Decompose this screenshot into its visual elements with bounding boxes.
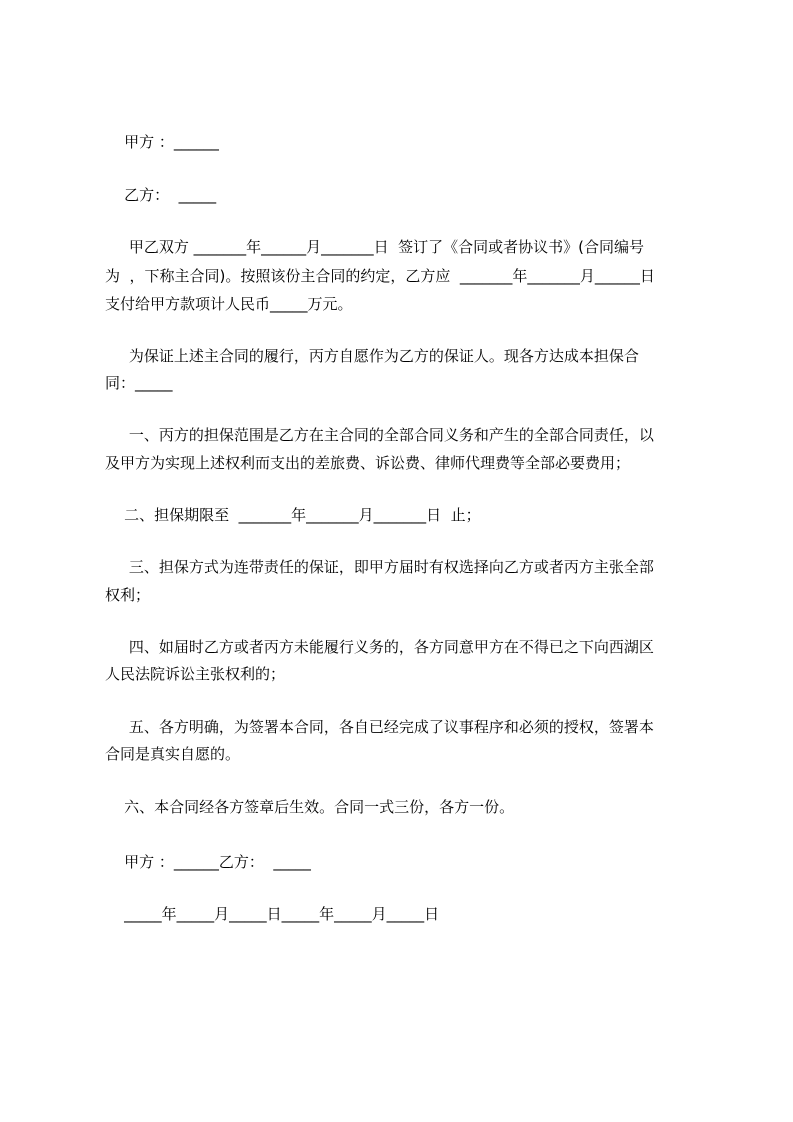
clause-5-line-2: 合同是真实自愿的。 <box>105 745 241 763</box>
clause-3-line-2: 权利； <box>105 586 151 604</box>
clause-1-line-1: 一、丙方的担保范围是乙方在主合同的全部合同义务和产生的全部合同责任，以 <box>105 426 654 444</box>
signature-line: 甲方 ：______乙方： _____ <box>105 853 311 871</box>
intro-line-3: 支付给甲方款项计人民币_____万元。 <box>105 295 353 313</box>
party-a-line: 甲方 ：______ <box>105 133 219 151</box>
clause-5-line-1: 五、各方明确，为签署本合同，各自已经完成了议事程序和必须的授权，签署本 <box>105 718 654 736</box>
date-line: _____年_____月_____日_____年_____月_____日 <box>105 905 440 923</box>
clause-1-line-2: 及甲方为实现上述权利而支出的差旅费、诉讼费、律师代理费等全部必要费用； <box>105 454 631 472</box>
purpose-line-2: 同：_____ <box>105 374 173 392</box>
purpose-line-1: 为保证上述主合同的履行，丙方自愿作为乙方的保证人。现各方达成本担保合 <box>105 347 639 365</box>
intro-line-2: 为 ，下称主合同)。按照该份主合同的约定，乙方应 _______年_______月______日 <box>105 267 655 285</box>
clause-3-line-1: 三、担保方式为连带责任的保证，即甲方届时有权选择向乙方或者丙方主张全部 <box>105 558 654 576</box>
clause-6-line-1: 六、本合同经各方签章后生效。合同一式三份，各方一份。 <box>105 798 515 816</box>
party-b-line: 乙方： _____ <box>105 186 217 204</box>
clause-4-line-2: 人民法院诉讼主张权利的； <box>105 665 286 683</box>
clause-4-line-1: 四、如届时乙方或者丙方未能履行义务的，各方同意甲方在不得已之下向西湖区 <box>105 638 654 656</box>
intro-line-1: 甲乙双方 _______年______月_______日 签订了《合同或者协议书》(合同编号 <box>105 238 644 256</box>
clause-2-line-1: 二、担保期限至 _______年_______月_______日 止； <box>105 506 481 524</box>
